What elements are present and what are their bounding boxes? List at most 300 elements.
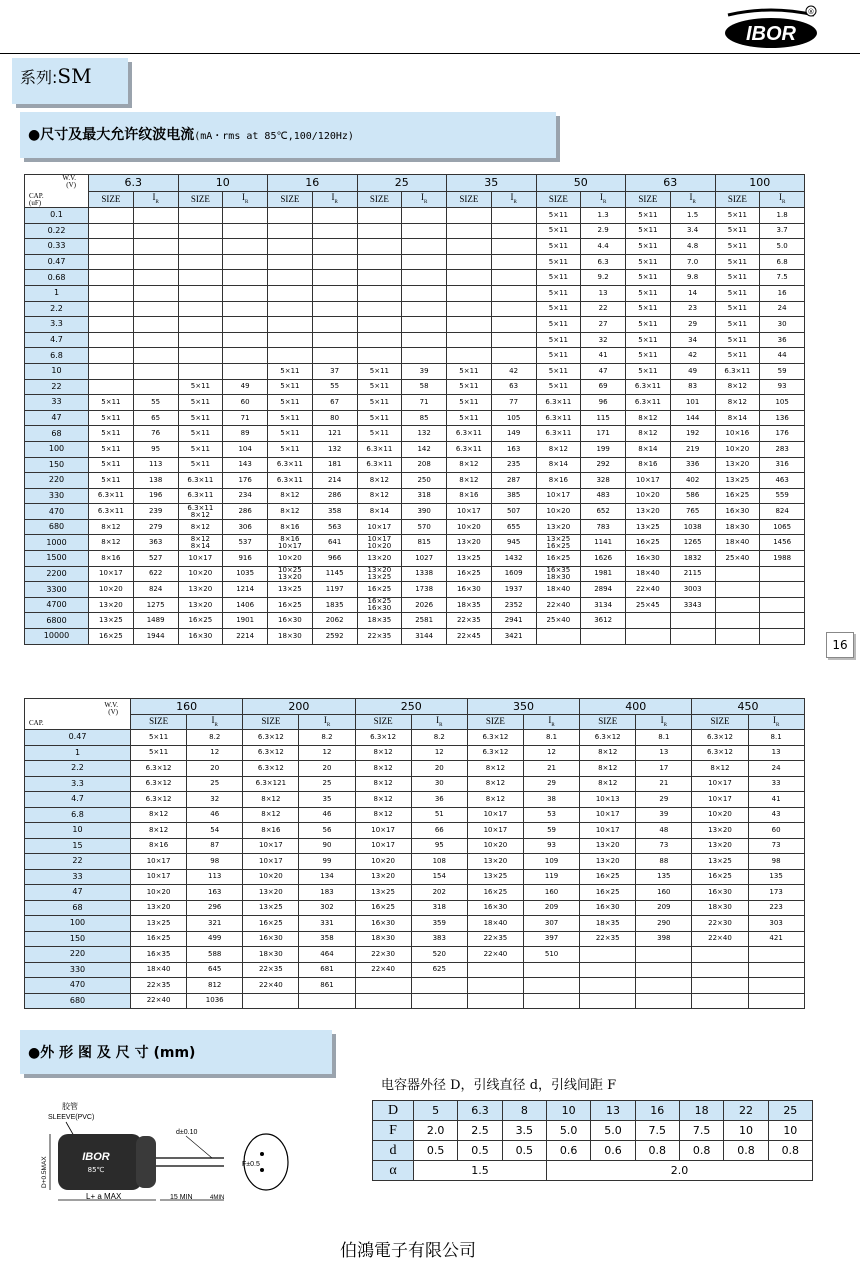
size-cell <box>89 379 134 395</box>
size-cell: 22×40 <box>131 993 187 1009</box>
ripple-cell: 2115 <box>670 566 715 582</box>
ripple-cell: 390 <box>402 504 447 520</box>
table-row <box>25 597 805 613</box>
table-row <box>25 395 805 411</box>
ripple-cell: 109 <box>523 854 579 870</box>
size-cell: 5×11 <box>536 270 581 286</box>
dimension-row-label: α <box>373 1161 414 1181</box>
ripple-cell: 173 <box>748 885 804 901</box>
size-cell: 10×17 <box>355 823 411 839</box>
size-cell: 18×30 <box>692 900 748 916</box>
size-cell: 13×25 <box>626 519 671 535</box>
size-cell: 6.3×11 <box>447 441 492 457</box>
size-cell: 13×25 <box>467 869 523 885</box>
ripple-cell: 1038 <box>670 519 715 535</box>
ripple-cell: 104 <box>223 441 268 457</box>
ripple-header: $I_R$ <box>748 714 804 730</box>
size-header: SIZE <box>626 191 671 208</box>
size-cell: 5×11 <box>178 441 223 457</box>
ripple-cell <box>748 978 804 994</box>
corner-wv-label: W.V. (V) <box>104 700 118 716</box>
dimension-cell: 2.5 <box>458 1121 502 1141</box>
size-cell: 10×17 <box>692 792 748 808</box>
size-cell: 6.3×12 <box>580 730 636 746</box>
ripple-cell: 22 <box>581 301 626 317</box>
size-cell: 13×20 <box>131 900 187 916</box>
capacitance-cell: 47 <box>25 885 131 901</box>
ripple-cell: 142 <box>402 441 447 457</box>
ripple-cell <box>402 332 447 348</box>
table-row <box>25 301 805 317</box>
ripple-cell: 32 <box>187 792 243 808</box>
size-cell <box>89 208 134 224</box>
capacitance-cell: 2.2 <box>25 761 131 777</box>
ripple-cell: 49 <box>223 379 268 395</box>
size-cell: 6.3×12 <box>243 745 299 761</box>
size-cell: 6.3×11 <box>268 457 313 473</box>
table-row <box>25 916 805 932</box>
table-row <box>25 566 805 582</box>
ripple-cell: 144 <box>670 410 715 426</box>
dimension-cell: 18 <box>679 1101 723 1121</box>
size-cell <box>89 270 134 286</box>
voltage-header: 50 <box>536 175 626 192</box>
ripple-cell: 37 <box>312 363 357 379</box>
size-cell: 5×11 <box>447 395 492 411</box>
ripple-cell: 2062 <box>312 613 357 629</box>
size-cell <box>89 348 134 364</box>
table-row <box>25 410 805 426</box>
size-cell <box>178 285 223 301</box>
ripple-cell: 1214 <box>223 582 268 598</box>
ripple-cell: 2941 <box>491 613 536 629</box>
size-cell <box>89 285 134 301</box>
size-cell <box>89 254 134 270</box>
ripple-cell: 183 <box>299 885 355 901</box>
ripple-cell: 6.3 <box>581 254 626 270</box>
ripple-cell: 13 <box>636 745 692 761</box>
size-cell: 10×17 <box>467 807 523 823</box>
ripple-header: $I_R$ <box>223 191 268 208</box>
size-cell: 8×16 <box>243 823 299 839</box>
ripple-cell <box>312 208 357 224</box>
size-cell <box>447 317 492 333</box>
ripple-cell: 69 <box>581 379 626 395</box>
ripple-cell: 1626 <box>581 551 626 567</box>
ripple-cell: 358 <box>312 504 357 520</box>
size-cell: 6.3×11 <box>536 410 581 426</box>
size-cell: 16×30 <box>268 613 313 629</box>
ripple-cell: 223 <box>748 900 804 916</box>
size-cell <box>357 239 402 255</box>
table-row <box>25 823 805 839</box>
ripple-cell <box>133 301 178 317</box>
ripple-cell: 46 <box>299 807 355 823</box>
ripple-cell: 5.0 <box>760 239 805 255</box>
dimension-row-label: d <box>373 1141 414 1161</box>
size-cell: 6.3×12 <box>692 745 748 761</box>
size-cell: 5×11 <box>89 457 134 473</box>
ripple-cell: 8.2 <box>411 730 467 746</box>
voltage-header: 400 <box>580 699 692 715</box>
size-cell: 5×11 <box>715 254 760 270</box>
ripple-cell: 815 <box>402 535 447 551</box>
capacitance-cell: 3.3 <box>25 317 89 333</box>
table-corner <box>25 699 131 730</box>
size-cell: 18×30 <box>355 931 411 947</box>
ripple-cell: 85 <box>402 410 447 426</box>
ripple-cell: 36 <box>411 792 467 808</box>
ripple-cell: 8.2 <box>299 730 355 746</box>
table-row <box>25 761 805 777</box>
size-cell <box>268 223 313 239</box>
ripple-cell: 56 <box>299 823 355 839</box>
size-cell: 10×17 <box>131 854 187 870</box>
table-row <box>25 457 805 473</box>
ripple-cell: 34 <box>670 332 715 348</box>
size-cell: 8×16 <box>536 473 581 489</box>
size-cell <box>268 301 313 317</box>
ripple-cell: 87 <box>187 838 243 854</box>
ripple-cell: 98 <box>748 854 804 870</box>
ripple-cell <box>491 301 536 317</box>
size-cell: 13×20 <box>447 535 492 551</box>
ripple-cell: 783 <box>581 519 626 535</box>
can-temp-text: 85℃ <box>87 1166 105 1174</box>
ripple-cell: 652 <box>581 504 626 520</box>
dimension-cell: 3.5 <box>502 1121 546 1141</box>
ripple-cell <box>491 254 536 270</box>
voltage-header: 6.3 <box>89 175 179 192</box>
size-cell: 5×11 <box>536 239 581 255</box>
svg-text:®: ® <box>807 8 815 16</box>
ripple-cell: 21 <box>636 776 692 792</box>
ripple-cell: 20 <box>187 761 243 777</box>
size-cell: 25×40 <box>715 551 760 567</box>
ripple-cell: 1944 <box>133 629 178 645</box>
ripple-cell <box>491 348 536 364</box>
size-cell: 10×17 <box>355 838 411 854</box>
ripple-cell: 89 <box>223 426 268 442</box>
ripple-cell: 464 <box>299 947 355 963</box>
ripple-cell <box>312 348 357 364</box>
capacitance-cell: 470 <box>25 978 131 994</box>
ripple-cell: 20 <box>299 761 355 777</box>
size-cell: 8×12 <box>467 792 523 808</box>
ripple-cell <box>223 317 268 333</box>
capacitance-cell: 1 <box>25 285 89 301</box>
ripple-cell: 13 <box>748 745 804 761</box>
size-cell: 6.3×12 <box>131 776 187 792</box>
ripple-cell: 499 <box>187 931 243 947</box>
corner-cap-label: CAP. (uF) <box>29 192 44 207</box>
ripple-cell: 234 <box>223 488 268 504</box>
ripple-cell <box>312 254 357 270</box>
ripple-cell: 250 <box>402 473 447 489</box>
size-header: SIZE <box>447 191 492 208</box>
size-cell: 13×25 <box>715 473 760 489</box>
size-cell: 10×17 <box>692 776 748 792</box>
size-cell: 25×40 <box>536 613 581 629</box>
size-cell: 22×35 <box>131 978 187 994</box>
ripple-cell: 622 <box>133 566 178 582</box>
ripple-cell: 1981 <box>581 566 626 582</box>
size-cell: 5×11 <box>268 363 313 379</box>
ripple-cell: 105 <box>760 395 805 411</box>
size-cell <box>580 993 636 1009</box>
dimension-caption: 电容器外径 D，引线直径 d，引线间距 F <box>381 1078 617 1093</box>
size-cell: 8×12 <box>268 504 313 520</box>
ripple-cell <box>411 978 467 994</box>
ripple-cell: 48 <box>636 823 692 839</box>
ripple-cell: 25 <box>187 776 243 792</box>
size-cell: 8×12 <box>355 807 411 823</box>
size-cell: 5×11 <box>626 301 671 317</box>
ripple-cell <box>402 285 447 301</box>
table-corner <box>25 175 89 208</box>
ripple-cell: 38 <box>523 792 579 808</box>
size-cell: 10×17 <box>580 807 636 823</box>
size-cell <box>89 332 134 348</box>
dimension-cell: 1.5 <box>414 1161 547 1181</box>
table-row <box>25 363 805 379</box>
size-cell: 5×11 <box>178 426 223 442</box>
lead-spacing-label: F±0.5 <box>242 1161 260 1168</box>
size-cell: 22×35 <box>243 962 299 978</box>
size-cell: 16×30 <box>715 504 760 520</box>
ripple-cell: 16 <box>760 285 805 301</box>
size-cell: 10×17 <box>243 838 299 854</box>
size-cell: 10×20 <box>467 838 523 854</box>
size-cell: 16×25 <box>715 488 760 504</box>
ripple-cell: 80 <box>312 410 357 426</box>
dimension-cell: 0.5 <box>458 1141 502 1161</box>
ripple-cell: 292 <box>581 457 626 473</box>
ripple-cell: 54 <box>187 823 243 839</box>
ripple-cell: 1065 <box>760 519 805 535</box>
size-header: SIZE <box>357 191 402 208</box>
size-cell: 13×20 <box>178 597 223 613</box>
dimension-cell: 16 <box>635 1101 679 1121</box>
series-title <box>20 64 92 88</box>
ripple-table-high-voltage <box>24 698 805 1009</box>
ripple-cell: 33 <box>748 776 804 792</box>
capacitance-cell: 0.68 <box>25 270 89 286</box>
table-row <box>25 348 805 364</box>
table-row <box>25 869 805 885</box>
size-cell: 18×40 <box>536 582 581 598</box>
ripple-cell: 363 <box>133 535 178 551</box>
size-cell: 16×25 <box>580 869 636 885</box>
ripple-cell: 520 <box>411 947 467 963</box>
ripple-cell: 163 <box>187 885 243 901</box>
ripple-cell <box>133 239 178 255</box>
size-cell: 8×12 <box>178 519 223 535</box>
ripple-cell: 641 <box>312 535 357 551</box>
capacitance-cell: 6800 <box>25 613 89 629</box>
capacitance-cell: 330 <box>25 488 89 504</box>
size-cell: 6.3×11 8×12 <box>178 504 223 520</box>
size-cell: 22×30 <box>355 947 411 963</box>
size-cell <box>268 285 313 301</box>
dimension-row-d <box>373 1141 813 1161</box>
size-cell: 8×12 <box>447 457 492 473</box>
series-label: 系列: <box>20 68 58 87</box>
ripple-cell: 202 <box>411 885 467 901</box>
capacitance-cell: 6.8 <box>25 348 89 364</box>
ripple-cell: 209 <box>523 900 579 916</box>
ripple-cell: 286 <box>223 504 268 520</box>
ripple-cell: 318 <box>411 900 467 916</box>
size-cell: 6.3×12 <box>692 730 748 746</box>
size-cell <box>357 348 402 364</box>
ripple-cell: 1265 <box>670 535 715 551</box>
table-row <box>25 223 805 239</box>
ripple-cell <box>760 566 805 582</box>
table-row <box>25 838 805 854</box>
dimension-cell: 0.6 <box>546 1141 590 1161</box>
ripple-cell: 331 <box>299 916 355 932</box>
size-cell: 10×17 <box>467 823 523 839</box>
ripple-cell: 398 <box>636 931 692 947</box>
ripple-cell: 32 <box>581 332 626 348</box>
ripple-cell <box>223 301 268 317</box>
ripple-cell: 59 <box>523 823 579 839</box>
ripple-cell: 8.1 <box>523 730 579 746</box>
table-row <box>25 535 805 551</box>
ripple-cell <box>402 223 447 239</box>
voltage-header: 100 <box>715 175 805 192</box>
voltage-header: 250 <box>355 699 467 715</box>
table-row <box>25 441 805 457</box>
size-cell: 18×35 <box>447 597 492 613</box>
table-row <box>25 900 805 916</box>
ripple-cell <box>760 629 805 645</box>
size-cell: 22×30 <box>692 916 748 932</box>
voltage-header: 350 <box>467 699 579 715</box>
size-cell: 13×20 <box>580 854 636 870</box>
size-cell: 8×12 <box>243 792 299 808</box>
logo-text: IBOR <box>746 23 796 45</box>
ripple-cell: 812 <box>187 978 243 994</box>
ripple-cell: 65 <box>133 410 178 426</box>
size-cell <box>447 223 492 239</box>
capacitance-cell: 22 <box>25 854 131 870</box>
ripple-cell <box>223 254 268 270</box>
ripple-cell: 42 <box>670 348 715 364</box>
voltage-header: 10 <box>178 175 268 192</box>
capacitance-cell: 6.8 <box>25 807 131 823</box>
size-cell: 5×11 <box>268 441 313 457</box>
dimension-cell: 5.0 <box>546 1121 590 1141</box>
size-cell: 8×12 <box>131 823 187 839</box>
ripple-cell: 154 <box>411 869 467 885</box>
ripple-cell: 132 <box>312 441 357 457</box>
capacitance-cell: 0.22 <box>25 223 89 239</box>
ripple-cell <box>491 223 536 239</box>
ripple-cell: 14 <box>670 285 715 301</box>
ripple-cell <box>402 348 447 364</box>
size-cell: 10×17 <box>447 504 492 520</box>
ripple-header: $I_R$ <box>312 191 357 208</box>
ripple-cell: 302 <box>299 900 355 916</box>
voltage-header: 450 <box>692 699 804 715</box>
ripple-cell: 1901 <box>223 613 268 629</box>
size-cell: 22×35 <box>357 629 402 645</box>
table-row <box>25 488 805 504</box>
size-cell: 16×30 <box>692 885 748 901</box>
size-cell: 8×12 8×14 <box>178 535 223 551</box>
size-cell: 8×12 <box>580 761 636 777</box>
size-cell <box>580 947 636 963</box>
size-cell: 18×40 <box>131 962 187 978</box>
size-cell <box>89 223 134 239</box>
size-cell: 5×11 <box>357 410 402 426</box>
ripple-cell: 2352 <box>491 597 536 613</box>
size-cell: 5×11 <box>626 332 671 348</box>
ripple-cell: 3003 <box>670 582 715 598</box>
ripple-cell: 328 <box>581 473 626 489</box>
size-cell <box>268 348 313 364</box>
size-cell <box>178 254 223 270</box>
ripple-cell: 402 <box>670 473 715 489</box>
ripple-cell: 95 <box>133 441 178 457</box>
size-cell: 10×17 <box>580 823 636 839</box>
capacitance-cell: 3.3 <box>25 776 131 792</box>
voltage-header: 63 <box>626 175 716 192</box>
size-cell: 5×11 <box>536 254 581 270</box>
size-cell: 13×20 <box>243 885 299 901</box>
size-cell: 22×40 <box>355 962 411 978</box>
dimension-table <box>372 1100 813 1181</box>
table-row <box>25 285 805 301</box>
table-row <box>25 792 805 808</box>
size-cell: 6.3×11 <box>447 426 492 442</box>
ripple-cell <box>491 332 536 348</box>
capacitance-cell: 2.2 <box>25 301 89 317</box>
ripple-cell: 41 <box>748 792 804 808</box>
top-divider <box>0 53 860 54</box>
size-cell: 8×12 <box>131 807 187 823</box>
ripple-cell <box>760 597 805 613</box>
size-cell: 8×12 <box>89 519 134 535</box>
table-row <box>25 613 805 629</box>
ripple-cell <box>133 379 178 395</box>
dimension-cell: 0.5 <box>414 1141 458 1161</box>
size-cell <box>268 254 313 270</box>
size-cell: 6.3×12 <box>131 792 187 808</box>
size-cell: 13×25 <box>447 551 492 567</box>
ripple-cell <box>133 285 178 301</box>
ripple-cell: 13 <box>581 285 626 301</box>
size-cell <box>447 208 492 224</box>
size-cell: 5×11 <box>536 363 581 379</box>
section-dimension-header <box>20 1030 332 1074</box>
ripple-cell <box>223 332 268 348</box>
size-cell: 22×35 <box>580 931 636 947</box>
ripple-cell: 397 <box>523 931 579 947</box>
size-cell: 8×12 <box>580 776 636 792</box>
size-cell: 5×11 <box>268 395 313 411</box>
size-cell: 13×25 <box>89 613 134 629</box>
size-cell: 16×35 18×30 <box>536 566 581 582</box>
ripple-cell: 1275 <box>133 597 178 613</box>
ripple-cell: 63 <box>491 379 536 395</box>
size-cell: 8×12 <box>357 488 402 504</box>
ripple-cell: 49 <box>670 363 715 379</box>
ripple-header: $I_R$ <box>670 191 715 208</box>
ripple-cell: 2592 <box>312 629 357 645</box>
